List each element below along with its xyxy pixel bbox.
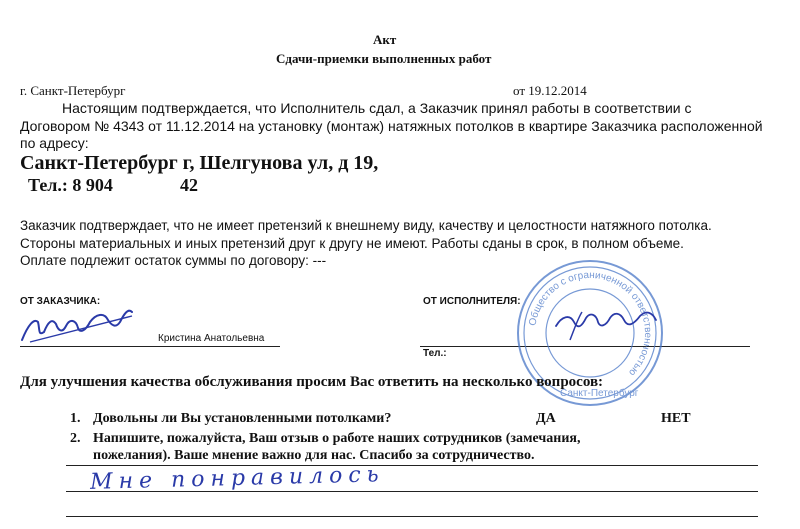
contractor-phone-label: Тел.: (423, 348, 447, 359)
question-2-number: 2. (70, 431, 81, 446)
answer-line-3 (66, 516, 758, 517)
answer-no-option[interactable]: НЕТ (661, 411, 691, 426)
question-2-line-2: пожелания). Ваше мнение важно для нас. Спасибо за сотрудничество. (93, 448, 535, 463)
handwritten-answer[interactable]: Мне понравилось (89, 462, 385, 495)
client-phone-tail: 42 (180, 175, 198, 195)
claim-line-2: Стороны материальных и иных претензий друг к другу не имеют. Работы сданы в срок, в полном объеме. (20, 236, 684, 251)
answer-line-1 (66, 465, 758, 466)
stamp-ring-text: Общество с ограниченной ответственностью (527, 269, 654, 378)
customer-label: ОТ ЗАКАЗЧИКА: (20, 296, 101, 307)
question-2-line-1: Напишите, пожалуйста, Ваш отзыв о работе наших сотрудников (замечания, (93, 431, 581, 446)
document-title: Акт (373, 32, 397, 47)
question-1-number: 1. (70, 411, 81, 426)
body-line-3: по адресу: (20, 135, 89, 151)
document-subtitle: Сдачи-приемки выполненных работ (276, 51, 492, 66)
claim-line-1: Заказчик подтверждает, что не имеет претензий к внешнему виду, качеству и целостности натяжного потолка. (20, 218, 712, 233)
answer-line-2 (66, 491, 758, 492)
claim-line-3: Оплате подлежит остаток суммы по договору: --- (20, 253, 327, 268)
client-phone: Тел.: 8 904 (28, 175, 113, 195)
answer-yes-option[interactable]: ДА (536, 411, 556, 426)
contractor-signature-line (420, 346, 750, 347)
client-address: Санкт-Петербург г, Шелгунова ул, д 19, (20, 152, 379, 174)
survey-heading: Для улучшения качества обслуживания просим Вас ответить на несколько вопросов: (20, 374, 604, 390)
document-date: от 19.12.2014 (513, 83, 587, 98)
customer-name: Кристина Анатольевна (158, 333, 265, 344)
body-line-2: Договором № 4343 от 11.12.2014 на установку (монтаж) натяжных потолков в квартире Заказчика расположенной (20, 118, 763, 134)
question-1: Довольны ли Вы установленными потолками? (93, 411, 392, 426)
stamp-city: Санкт-Петербург (560, 388, 639, 399)
city-line: г. Санкт-Петербург (20, 83, 126, 98)
contractor-label: ОТ ИСПОЛНИТЕЛЯ: (423, 296, 521, 307)
customer-signature-line (20, 346, 280, 347)
body-line-1: Настоящим подтверждается, что Исполнитель сдал, а Заказчик принял работы в соответствии с (62, 100, 692, 116)
